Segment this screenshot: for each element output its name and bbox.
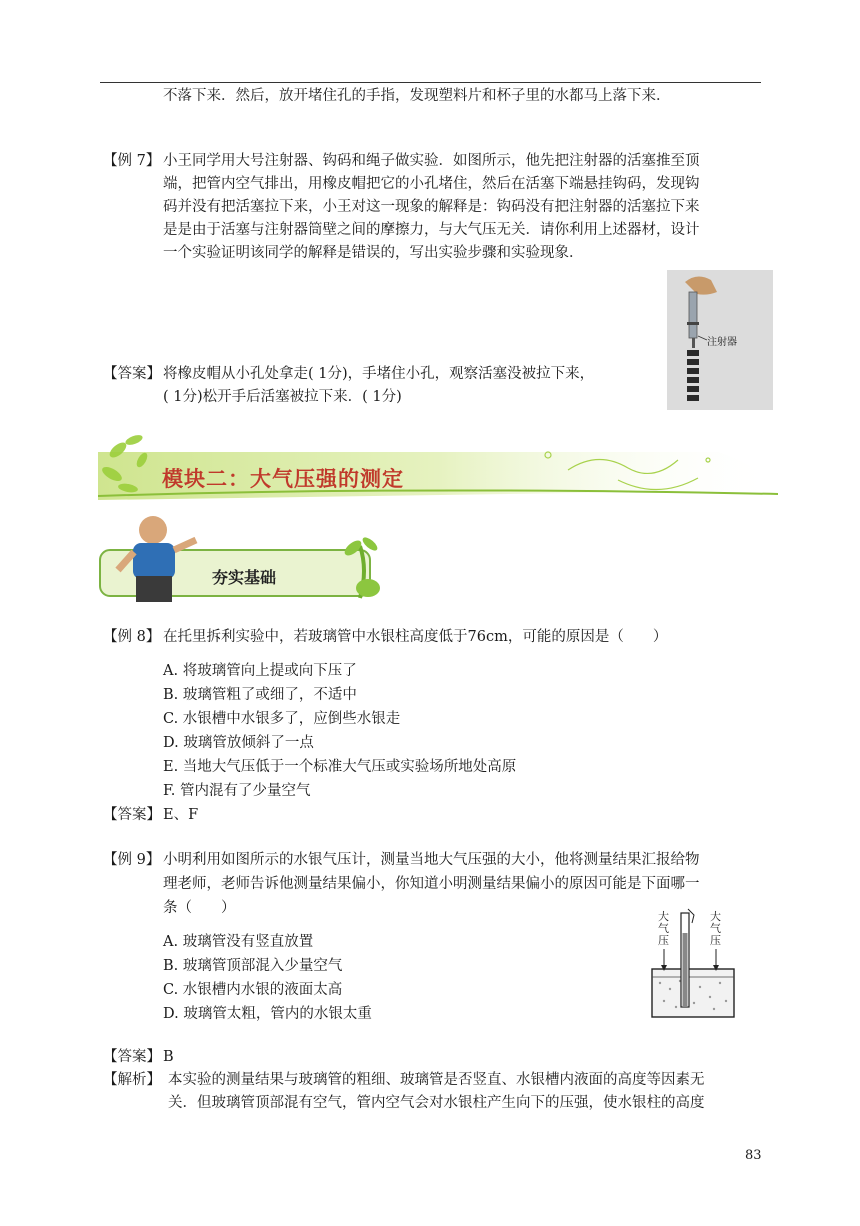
example-9-option: D. 玻璃管太粗，管内的水银太重 [163, 1006, 372, 1022]
example-9-analysis-line: 关．但玻璃管顶部混有空气，管内空气会对水银柱产生向下的压强，使水银柱的高度 [168, 1095, 705, 1111]
example-9-analysis-tag: 【解析】 [103, 1072, 161, 1088]
syringe-photo [667, 270, 773, 410]
barometer-figure [648, 905, 740, 1021]
example-7-line: 码并没有把活塞拉下来，小王对这一现象的解释是：钩码没有把注射器的活塞拉下来 [163, 199, 700, 215]
example-8-option: D. 玻璃管放倾斜了一点 [163, 735, 314, 751]
page-number: 83 [745, 1148, 762, 1163]
example-9-tag: 【例 9】 [103, 852, 161, 868]
example-9-answer-tag: 【答案】 [103, 1049, 161, 1065]
example-9-option: B. 玻璃管顶部混入少量空气 [163, 958, 343, 974]
example-8-option: E. 当地大气压低于一个标准大气压或实验场所地处高原 [163, 759, 517, 775]
example-9-analysis-line: 本实验的测量结果与玻璃管的粗细、玻璃管是否竖直、水银槽内液面的高度等因素无 [168, 1072, 705, 1088]
example-9-question: 理老师，老师告诉他测量结果偏小，你知道小明测量结果偏小的原因可能是下面哪一 [163, 876, 700, 892]
example-7-line: 小王同学用大号注射器、钩码和绳子做实验．如图所示，他先把注射器的活塞推至顶 [163, 153, 700, 169]
example-8-answer-tag: 【答案】 [103, 807, 161, 823]
example-9-answer: B [163, 1049, 174, 1065]
header-rule [100, 82, 761, 83]
syringe-label: 注射器 [707, 337, 737, 348]
example-7-line: 端，把管内空气排出，用橡皮帽把它的小孔堵住，然后在活塞下端悬挂钩码，发现钩 [163, 176, 700, 192]
example-7-line: 是是由于活塞与注射器筒壁之间的摩擦力，与大气压无关．请你利用上述器材，设计 [163, 222, 700, 238]
pressure-label-right: 大气压 [710, 910, 721, 947]
continuation-text: 不落下来．然后，放开堵住孔的手指，发现塑料片和杯子里的水都马上落下来． [163, 88, 671, 104]
example-7-line: 一个实验证明该同学的解释是错误的，写出实验步骤和实验现象． [163, 245, 584, 261]
example-7-answer-line: 将橡皮帽从小孔处拿走( 1分)，手堵住小孔，观察活塞没被拉下来， [163, 366, 595, 382]
example-8-answer: E、F [163, 807, 199, 823]
example-7-answer-line: ( 1分)松开手后活塞被拉下来．( 1分) [163, 389, 402, 405]
module-title: 模块二：大气压强的测定 [162, 467, 404, 491]
example-7-tag: 【例 7】 [103, 153, 161, 169]
example-8-tag: 【例 8】 [103, 629, 161, 645]
example-9-question: 条（ ） [163, 900, 236, 916]
example-8-option: F. 管内混有了少量空气 [163, 783, 311, 799]
mascot-illustration [98, 510, 388, 610]
example-9-question: 小明利用如图所示的水银气压计，测量当地大气压强的大小，他将测量结果汇报给物 [163, 852, 700, 868]
example-9-option: A. 玻璃管没有竖直放置 [163, 934, 314, 950]
example-8-option: A. 将玻璃管向上提或向下压了 [163, 663, 357, 679]
example-8-option: B. 玻璃管粗了或细了，不适中 [163, 687, 357, 703]
pressure-label-left: 大气压 [658, 910, 669, 947]
example-8-option: C. 水银槽中水银多了，应倒些水银走 [163, 711, 401, 727]
example-9-option: C. 水银槽内水银的液面太高 [163, 982, 343, 998]
subsection-badge [98, 510, 388, 610]
subsection-title: 夯实基础 [212, 568, 277, 587]
example-7-answer-tag: 【答案】 [103, 366, 161, 382]
example-8-question: 在托里拆利实验中，若玻璃管中水银柱高度低于76cm，可能的原因是（ ） [163, 629, 668, 645]
